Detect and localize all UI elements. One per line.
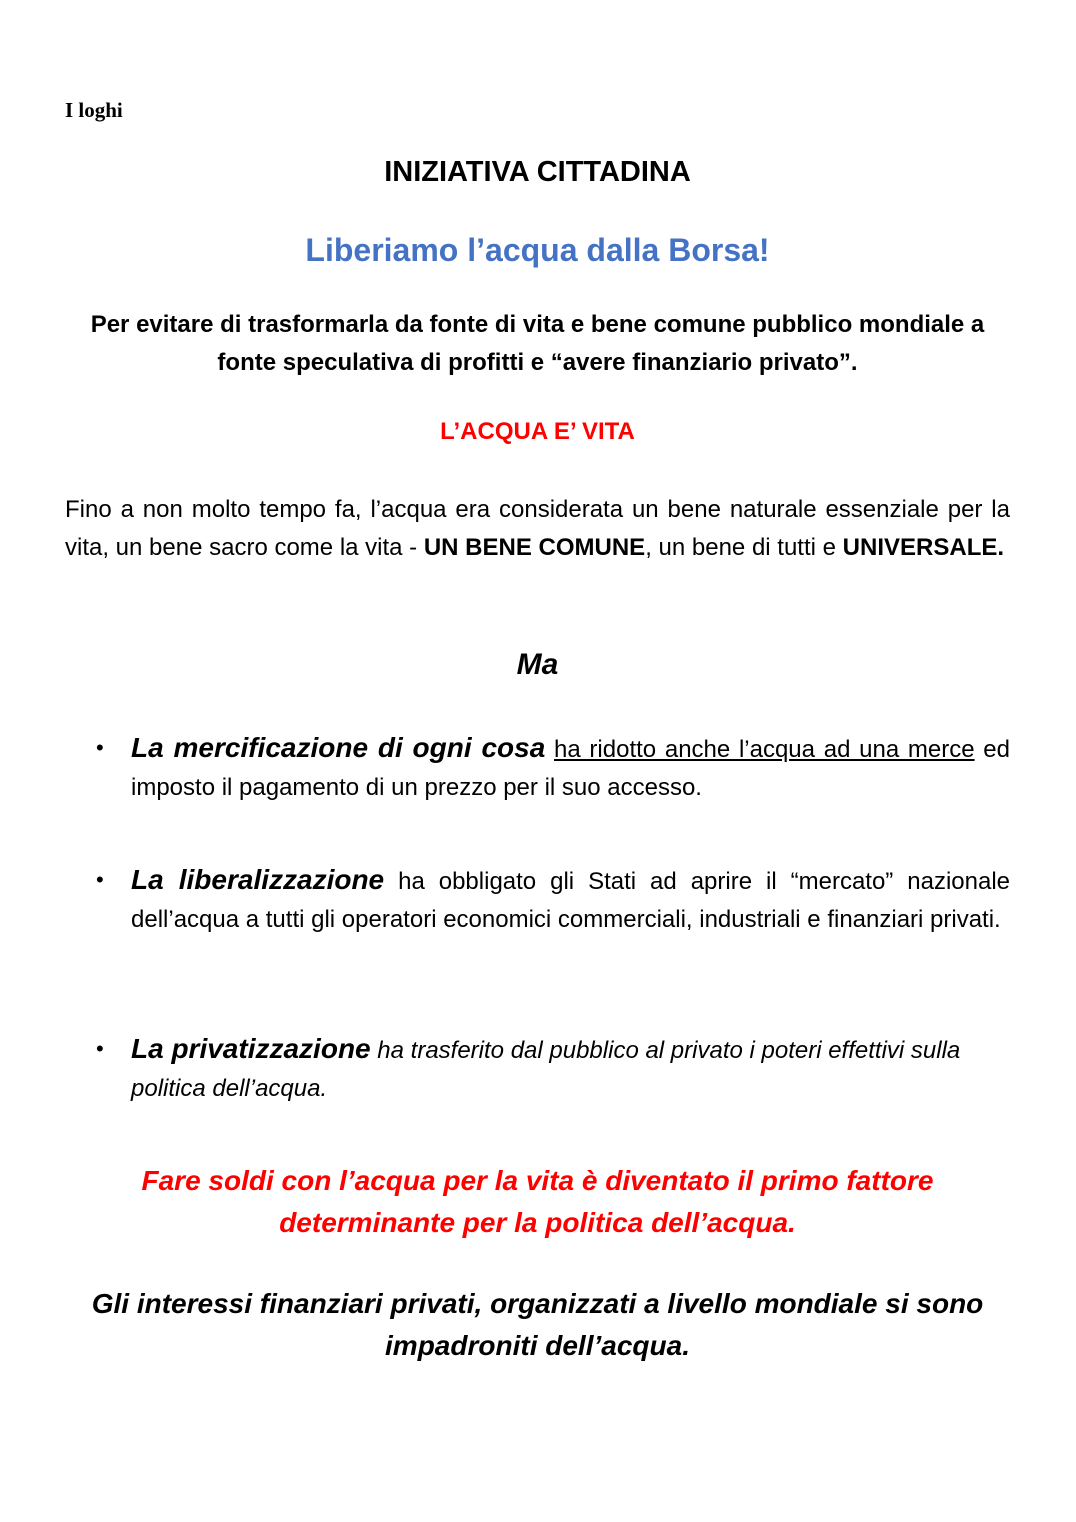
bullet-lead: La liberalizzazione [131, 864, 385, 895]
intro-text-2: , un bene di tutti e [645, 534, 843, 561]
bullet-dot-icon: • [96, 867, 104, 892]
intro-paragraph [65, 491, 1010, 567]
closing-red-statement: Fare soldi con l’acqua per la vita è diventato il primo fattore determinante per la politica dell’acqua. [141, 1165, 934, 1238]
closing-black-statement: Gli interessi finanziari privati, organizzati a livello mondiale si sono impadroniti dell’acqua. [91, 1288, 984, 1361]
slogan-heading: Liberiamo l’acqua dalla Borsa! [305, 232, 770, 268]
logos-placeholder-label: I loghi [65, 98, 123, 122]
intro-text-1: Fino a non molto tempo fa, l’acqua era considerata un bene naturale essenziale per la vita, un bene sacro come la vita - [65, 496, 1010, 561]
bullet-lead: La privatizzazione [131, 1033, 371, 1064]
bullet-underlined: ha ridotto anche l’acqua ad una merce [554, 736, 975, 763]
motto-heading: L’ACQUA E’ VITA [440, 418, 635, 445]
page-title: INIZIATIVA CITTADINA [384, 156, 691, 188]
ma-heading: Ma [516, 648, 559, 681]
bullet-rest: ed imposto il pagamento di un prezzo per il suo accesso. [131, 736, 1010, 801]
bullet-rest: ha trasferito dal pubblico al privato i poteri effettivi sulla politica dell’acqua. [131, 1037, 961, 1102]
bullet-item-mercificazione [96, 729, 1010, 807]
bullet-dot-icon: • [96, 735, 104, 760]
subtitle: Per evitare di trasformarla da fonte di vita e bene comune pubblico mondiale a fonte speculativa di profitti e “avere finanziario privato”. [90, 311, 985, 376]
bullet-dot-icon: • [96, 1036, 104, 1061]
bullet-item-privatizzazione [96, 1030, 1010, 1108]
intro-bold-2: UNIVERSALE. [842, 534, 1005, 561]
bullet-rest: ha obbligato gli Stati ad aprire il “mercato” nazionale dell’acqua a tutti gli operatori economici commerciali, industriali e finanziari privati. [131, 868, 1010, 933]
intro-bold-1: UN BENE COMUNE [423, 534, 646, 561]
bullet-lead: La mercificazione di ogni cosa [131, 732, 546, 763]
bullet-item-liberalizzazione [96, 861, 1010, 939]
